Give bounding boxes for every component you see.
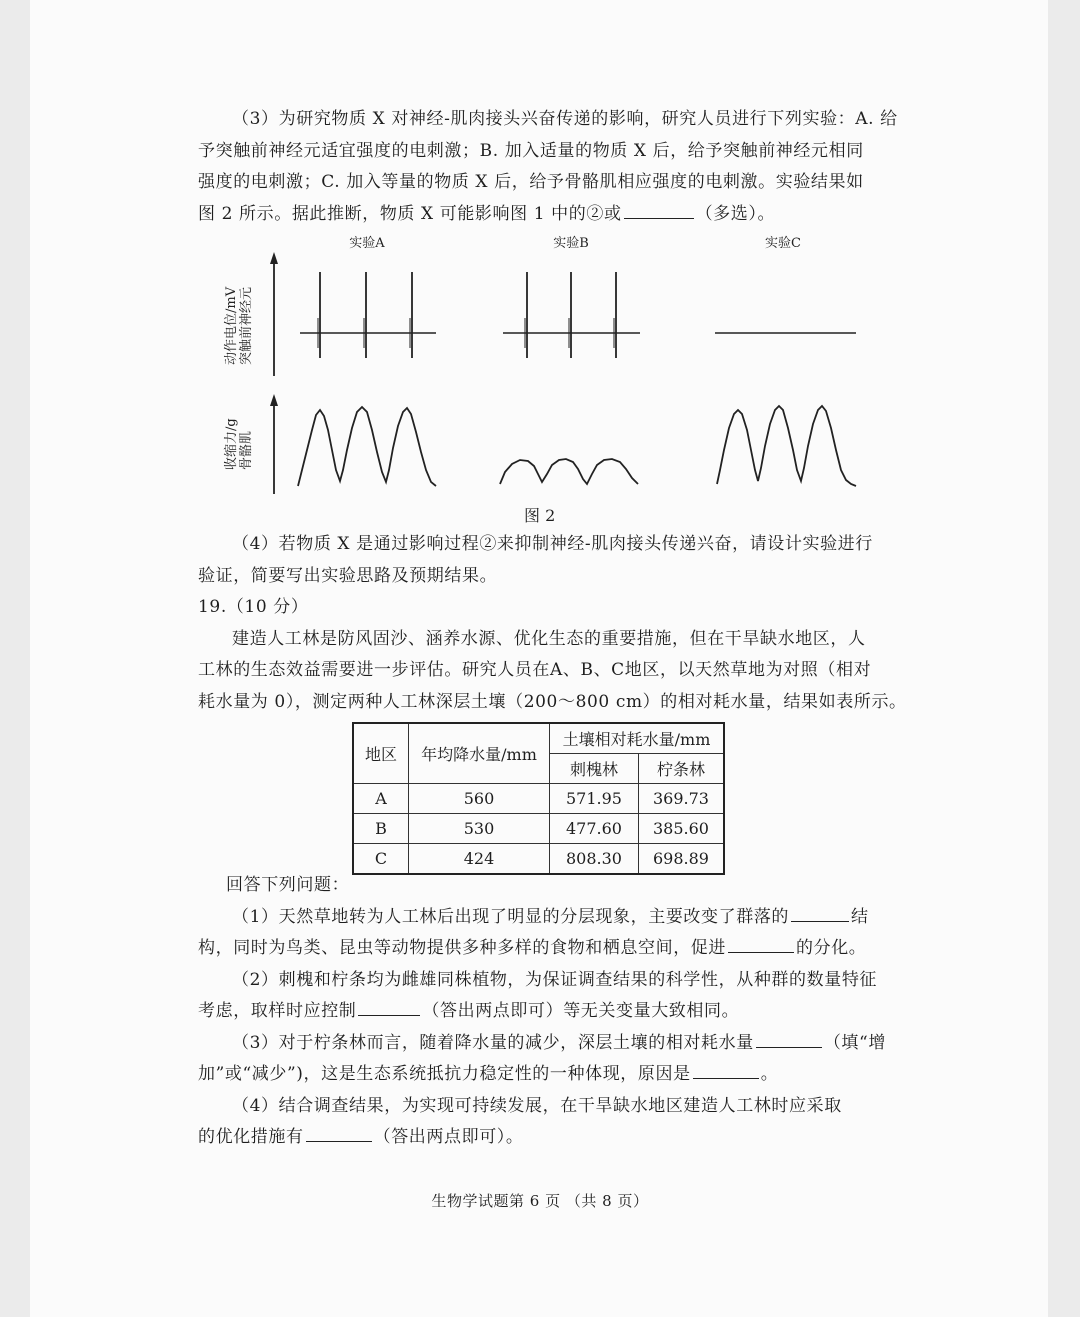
exp-b-potential-trace [503, 272, 640, 358]
cell-rainfall: 424 [409, 844, 550, 875]
q3-line-4-end: （多选）。 [695, 203, 776, 224]
exp-label-a: 实验A [349, 236, 385, 251]
q19-subquestions [198, 870, 888, 1154]
header-rainfall: 年均降水量/mm [409, 723, 550, 784]
table-row [353, 784, 724, 814]
bottom-y-label-line-2: 收缩力/g [224, 418, 239, 470]
q19-intro-line-1: 建造人工林是防风固沙、涵养水源、优化生态的重要措施，但在干旱缺水地区，人 [232, 628, 866, 649]
cell-caragana: 698.89 [639, 844, 725, 875]
cell-rainfall: 530 [409, 814, 550, 844]
s3-text-d: 。 [760, 1064, 779, 1084]
s1-text-d: 的分化。 [796, 938, 867, 958]
s3-line-1 [198, 1028, 888, 1060]
q4-line-1: （4）若物质 X 是通过影响过程②来抑制神经-肌肉接头传递兴奋，请设计实验进行 [232, 534, 873, 554]
exp-label-b: 实验B [553, 236, 589, 251]
bottom-y-label [223, 418, 254, 470]
answer-blank[interactable] [624, 200, 694, 219]
answer-prompt: 回答下列问题： [226, 875, 350, 895]
table-header-row [353, 723, 724, 754]
cell-region: B [353, 814, 409, 844]
cell-rainfall: 560 [409, 784, 550, 814]
s1-text-c: 构，同时为鸟类、昆虫等动物提供多种多样的食物和栖息空间，促进 [198, 938, 726, 958]
s1-text-b: 结 [851, 906, 869, 927]
s2-text-c: （答出两点即可）等无关变量大致相同。 [422, 1001, 740, 1021]
answer-blank[interactable] [728, 934, 794, 953]
header-locust-forest: 刺槐林 [550, 754, 639, 784]
cell-region: A [353, 784, 409, 814]
answer-blank[interactable] [306, 1123, 372, 1142]
q3-line-3: 强度的电刺激；C. 加入等量的物质 X 后，给予骨骼肌相应强度的电刺激。实验结果如 [198, 172, 864, 192]
q4-text [198, 529, 888, 592]
q4-line-2: 验证，简要写出实验思路及预期结果。 [198, 565, 498, 586]
cell-region: C [353, 844, 409, 875]
top-y-label [223, 286, 254, 365]
top-y-axis [270, 252, 278, 376]
bottom-y-label-line-1: 骨骼肌 [239, 430, 254, 470]
top-y-label-line-2: 动作电位/mV [224, 286, 239, 365]
s4-line-2 [198, 1122, 888, 1154]
q3-text [198, 104, 898, 230]
cell-caragana: 385.60 [639, 814, 725, 844]
cell-locust: 571.95 [550, 784, 639, 814]
exp-b-contraction-curve [500, 459, 638, 484]
s3-text-b: （填“增 [823, 1032, 886, 1053]
header-region: 地区 [353, 723, 409, 784]
q3-line-2: 予突触前神经元适宜强度的电刺激；B. 加入适量的物质 X 后，给予突触前神经元相同 [198, 140, 864, 161]
exp-label-c: 实验C [765, 236, 801, 251]
s1-line-1 [198, 902, 888, 934]
q3-line-4 [198, 199, 888, 231]
s3-text-c: 加”或“减少”)，这是生态系统抵抗力稳定性的一种体现，原因是 [198, 1064, 691, 1084]
s2-line-1: （2）刺槐和柠条均为雌雄同株植物，为保证调查结果的科学性，从种群的数量特征 [232, 969, 878, 990]
q19-intro-line-2: 工林的生态效益需要进一步评估。研究人员在A、B、C地区，以天然草地为对照（相对 [198, 660, 872, 680]
s4-text-b: 的优化措施有 [198, 1127, 304, 1147]
q3-line-4-text: 图 2 所示。据此推断，物质 X 可能影响图 1 中的②或 [198, 203, 622, 224]
answer-blank[interactable] [358, 997, 420, 1016]
header-caragana-forest: 柠条林 [639, 754, 725, 784]
exp-a-potential-trace [300, 272, 436, 358]
header-soil-water: 土壤相对耗水量/mm [550, 723, 725, 754]
q19-intro-line-3: 耗水量为 0），测定两种人工林深层土壤（200～800 cm）的相对耗水量，结果如表所示。 [198, 691, 907, 712]
bottom-y-axis [270, 394, 278, 494]
s4-line-1: （4）结合调查结果，为实现可持续发展，在干旱缺水地区建造人工林时应采取 [232, 1095, 842, 1116]
table-row [353, 814, 724, 844]
page-footer: 生物学试题第 6 页 （共 8 页） [431, 1192, 649, 1210]
q3-line-1: （3）为研究物质 X 对神经-肌肉接头兴奋传递的影响，研究人员进行下列实验：A. 给 [232, 109, 898, 129]
s3-line-2 [198, 1059, 888, 1091]
s4-text-c: （答出两点即可）。 [373, 1127, 524, 1147]
s1-line-2 [198, 933, 888, 965]
cell-locust: 808.30 [550, 844, 639, 875]
s1-text-a: （1）天然草地转为人工林后出现了明显的分层现象，主要改变了群落的 [232, 906, 790, 927]
figure-caption: 图 2 [524, 506, 556, 525]
q19-intro [198, 592, 907, 718]
cell-locust: 477.60 [550, 814, 639, 844]
water-consumption-table [352, 722, 725, 875]
s2-text-b: 考虑，取样时应控制 [198, 1001, 357, 1021]
answer-blank[interactable] [791, 903, 849, 922]
answer-blank[interactable] [693, 1060, 759, 1079]
q19-heading: 19.（10 分） [198, 597, 309, 617]
exp-a-contraction-curve [298, 407, 436, 486]
exp-c-contraction-curve [717, 406, 856, 486]
s3-text-a: （3）对于柠条林而言，随着降水量的减少，深层土壤的相对耗水量 [232, 1032, 754, 1053]
s2-line-2 [198, 996, 888, 1028]
cell-caragana: 369.73 [639, 784, 725, 814]
answer-blank[interactable] [756, 1029, 822, 1048]
top-y-label-line-1: 突触前神经元 [239, 286, 254, 365]
